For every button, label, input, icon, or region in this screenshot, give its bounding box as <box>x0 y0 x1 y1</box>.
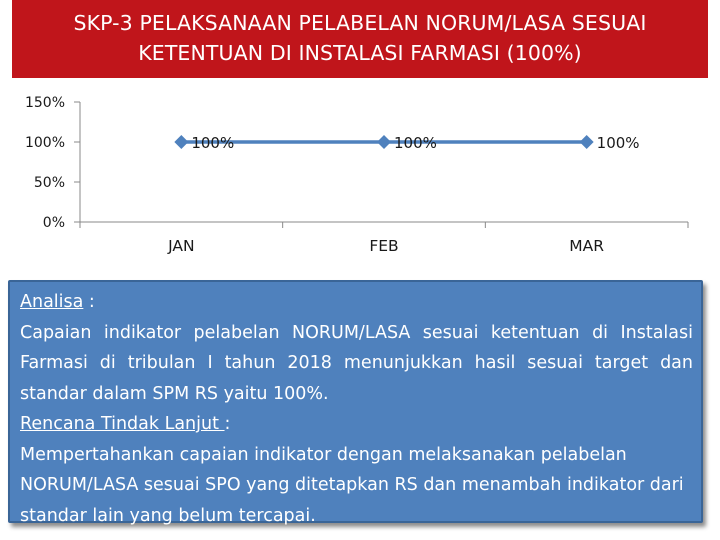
analisa-label: Analisa <box>20 292 84 312</box>
data-point-marker <box>580 135 594 149</box>
analisa-heading <box>20 287 693 318</box>
x-tick-label: FEB <box>369 237 399 255</box>
rencana-heading <box>20 409 693 440</box>
data-label: 100% <box>191 134 235 152</box>
line-chart <box>0 80 720 280</box>
data-label: 100% <box>394 134 437 152</box>
x-tick-label: JAN <box>168 237 195 255</box>
data-point-marker <box>377 135 391 149</box>
y-tick-label: 0% <box>42 215 65 231</box>
y-tick-label: 100% <box>24 135 65 151</box>
analisa-suffix: : <box>83 292 95 312</box>
analysis-box <box>8 280 703 526</box>
x-tick-label: MAR <box>569 237 605 255</box>
title-line-2: KETENTUAN DI INSTALASI FARMASI (100%) <box>138 41 582 65</box>
y-tick-label: 150% <box>24 95 65 111</box>
rencana-text: Mempertahankan capaian indikator dengan melaksanakan pelabelan NORUM/LASA sesuai SPO yang ditetapkan RS dan menambah indikator dari standar lain yang belum tercapai. <box>20 444 684 526</box>
title-line-1: SKP-3 PELAKSANAAN PELABELAN NORUM/LASA SESUAI <box>73 11 647 35</box>
data-point-marker <box>174 135 188 149</box>
slide-title <box>12 0 708 78</box>
y-tick-label: 50% <box>33 175 65 191</box>
rencana-suffix: : <box>224 414 231 434</box>
data-label: 100% <box>596 134 640 152</box>
rencana-label: Rencana Tindak Lanjut <box>20 414 225 434</box>
analisa-text: Capaian indikator pelabelan NORUM/LASA sesuai ketentuan di Instalasi Farmasi di tribulan I tahun 2018 menunjukkan hasil sesuai target dan standar dalam SPM RS yaitu 100%. <box>20 322 693 404</box>
